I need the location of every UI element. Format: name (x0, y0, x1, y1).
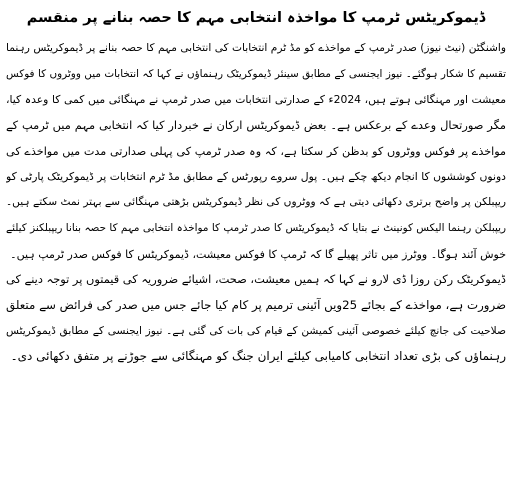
article-body (6, 36, 506, 370)
article-line: مواخذے پر فوکس ووٹروں کو بدظن کر سکتا ہے، کہ وہ صدر ٹرمپ کی پہلی صدارتی مدت میں مواخذے کی (6, 144, 506, 158)
article-line: مگر صورتحال وعدے کے برعکس ہے۔ بعض ڈیموکریٹس ارکان نے خبردار کیا کہ انتخابی مہم میں ٹرمپ کے (6, 118, 506, 133)
article-line: رہنماؤں کی بڑی تعداد انتخابی کامیابی کیلئے ایران جنگ کو مہنگائی سے جوڑنے پر متفق دکھائی دی۔ (10, 349, 506, 364)
article-line: دونوں کوششوں کا انجام دیکھ چکے ہیں۔ پول سروے رپورٹس کے مطابق مڈ ٹرم انتخابات پر ڈیموکریٹک پارٹی کو (6, 170, 506, 184)
article-line: ریپبلکن رہنما الیکس کونینٹ نے بتایا کہ ڈیموکریٹس کا صدر ٹرمپ کا مواخذہ انتخابی مہم کا حصہ بنانا ریپبلکنز کیلئے (6, 221, 506, 234)
article-line: ضرورت ہے، مواخذے کے بجائے 25ویں آئینی ترمیم پر کام کیا جائے جس میں صدر کی فرائض سے متعلق (6, 297, 506, 312)
article-line: صلاحیت کی جانچ کیلئے خصوصی آئینی کمیشن کے قیام کی بات کی گئی ہے۔ نیوز ایجنسی کے مطابق ڈیموکریٹس (6, 324, 506, 337)
article-line: واشنگٹن (نیٹ نیوز) صدر ٹرمپ کے مواخذے کو مڈ ٹرم انتخابات کی انتخابی مہم کا حصہ بنانے پر ڈیموکریٹس رہنما (6, 42, 506, 54)
article-line: ریپبلکن پر واضح برتری دکھائی دیتی ہے کہ ووٹروں کی نظر ڈیموکریٹس بڑھتی مہنگائی سے بہتر نمٹ سکتے ہیں۔ (6, 196, 506, 209)
article-line: معیشت اور مہنگائی ہوتے ہیں، 2024ء کے صدارتی انتخابات میں صدر ٹرمپ نے مہنگائی میں کمی کا وعدہ کیا، (6, 93, 506, 107)
article-line: ڈیموکریٹک رکن روزا ڈی لارو نے کہا کہ ہمیں معیشت، صحت، اشیائے ضروریہ کی قیمتوں پر توجہ دینے کی (6, 272, 506, 287)
headline: ڈیموکریٹس ٹرمپ کا مواخذہ انتخابی مہم کا حصہ بنانے پر منقسم (26, 10, 486, 26)
article-line: خوش آئند ہوگا۔ ووٹرز میں تاثر پھیلے گا کہ ٹرمپ کا فوکس معیشت، ڈیموکریٹس کا فوکس صدر ٹرمپ ہیں۔ (10, 247, 506, 261)
article-line: تقسیم کا شکار ہوگئے۔ نیوز ایجنسی کے مطابق سینئر ڈیموکریٹک رہنماؤں نے کہا کہ انتخابات میں ووٹروں کا فوکس (6, 67, 506, 80)
